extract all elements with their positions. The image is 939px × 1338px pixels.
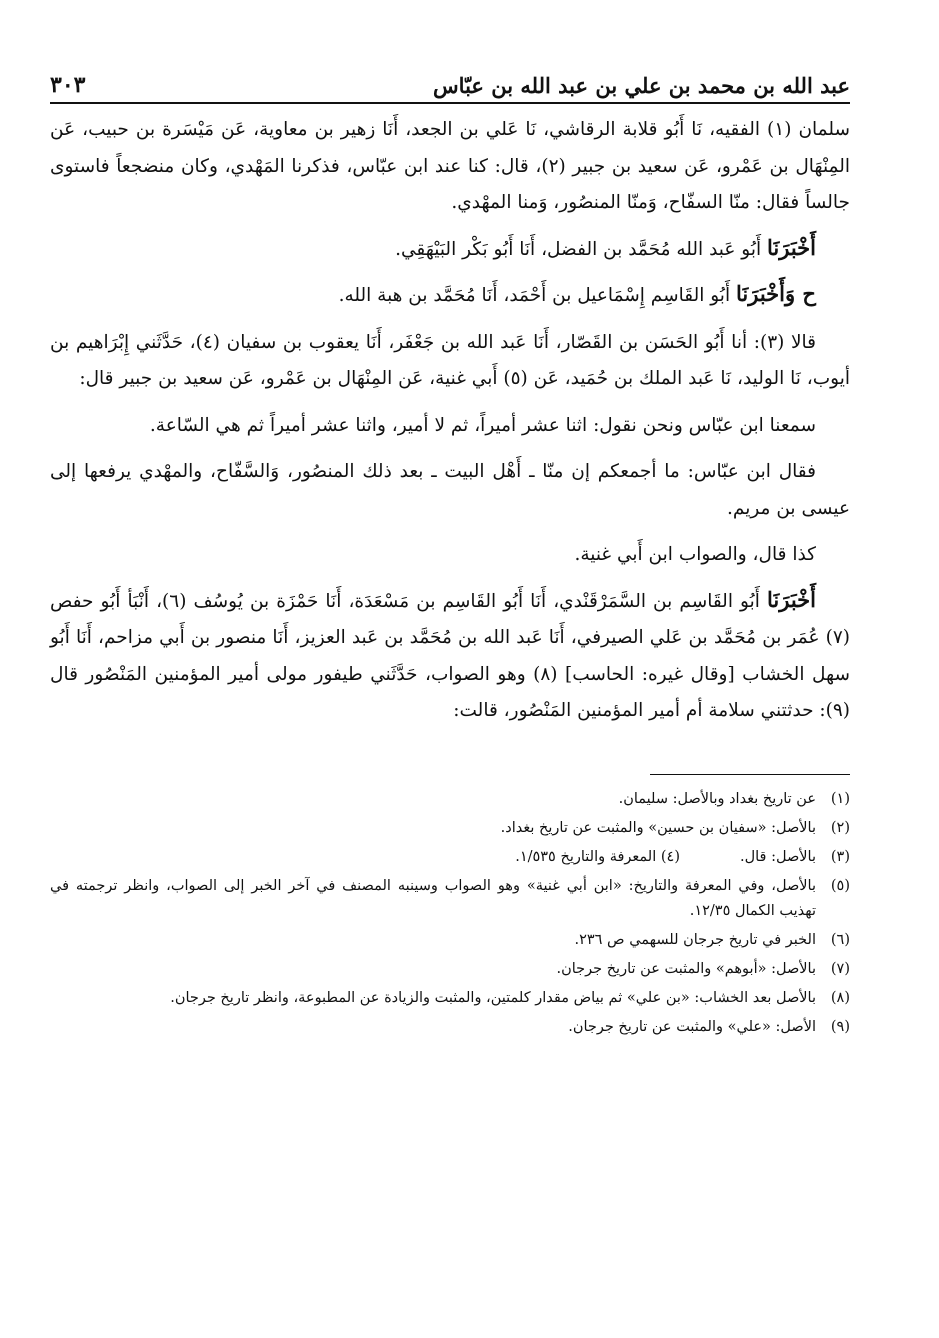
footnote-text-part: بالأصل: قال. <box>739 848 816 865</box>
page-number: ٣٠٣ <box>50 72 86 98</box>
footnote <box>50 816 850 841</box>
main-text <box>50 110 850 730</box>
paragraph <box>50 406 850 445</box>
footnotes <box>50 787 850 1040</box>
paragraph <box>50 323 850 398</box>
footnote <box>50 845 850 870</box>
footnote-text: بالأصل، وفي المعرفة والتاريخ: «ابن أبي غنية» وهو الصواب وسينبه المصنف في آخر الخبر إلى الصواب، وانظر ترجمته في تهذيب الكمال ١٢/٣٥. <box>50 877 816 919</box>
footnote <box>50 957 850 982</box>
footnote-text: عن تاريخ بغداد وبالأصل: سليمان. <box>618 790 816 807</box>
lead-word: أَخْبَرَنَا <box>767 586 816 612</box>
paragraph <box>50 230 850 269</box>
footnote-text: بالأصل: «أبوهم» والمثبت عن تاريخ جرجان. <box>556 960 816 977</box>
footnote-text <box>50 845 816 870</box>
page-header <box>50 58 850 104</box>
footnote-number: (٣) <box>830 848 850 865</box>
paragraph <box>50 110 850 222</box>
footnote-text-extra: (٤) المعرفة والتاريخ ١/٥٣٥. <box>515 848 680 865</box>
lead-word: ح وَأَخْبَرَنَا <box>736 281 816 306</box>
footnote-text: الخبر في تاريخ جرجان للسهمي ص ٢٣٦. <box>574 931 816 948</box>
paragraph-text: قالا (٣): أنا أَبُو الحَسَن بن القَصّار، أَنَا عَبد الله بن جَعْفَر، أَنَا يعقوب بن سفيان (٤)، حَدَّثَني إِبْرَاهيم بن أيوب، نَا الوليد، نَا عَبد الملك بن حُمَيد، عَن (٥) أَبي غنية، عَن المِنْهَال بن عَمْرو، عَن سعيد بن جبير قال: <box>50 331 850 389</box>
footnote <box>50 1015 850 1040</box>
paragraph <box>50 535 850 574</box>
footnote-number: (١) <box>830 790 850 807</box>
footnote-number: (٥) <box>830 877 850 894</box>
paragraph <box>50 276 850 315</box>
footnote <box>50 928 850 953</box>
footnote-number: (٧) <box>830 960 850 977</box>
paragraph-text: سلمان (١) الفقيه، نَا أَبُو قلابة الرقاشي، نَا عَلي بن الجعد، أَنَا زهير بن معاوية، عَن مَيْسَرة بن حبيب، عَن المِنْهَال بن عَمْرو، عَن سعيد بن جبير (٢)، قال: كنا عند ابن عبّاس، فذكرنا المَهْدي، وكان منضجعاً فاستوى جالساً فقال: منّا السفّاح، وَمنّا المنصُور، وَمنا المهْدي. <box>50 119 850 213</box>
paragraph <box>50 582 850 730</box>
footnote <box>50 986 850 1011</box>
paragraph-text: سمعنا ابن عبّاس ونحن نقول: اثنا عشر أميراً، ثم لا أمير، واثنا عشر أميراً ثم هي السّاعة. <box>149 414 816 436</box>
footnote <box>50 874 850 924</box>
footnote-number: (٢) <box>830 819 850 836</box>
footnote-text: بالأصل: «سفيان بن حسين» والمثبت عن تاريخ بغداد. <box>500 819 816 836</box>
book-page <box>50 58 850 1044</box>
footnote-text: الأصل: «علي» والمثبت عن تاريخ جرجان. <box>568 1018 816 1035</box>
paragraph <box>50 452 850 527</box>
running-title: عبد الله بن محمد بن علي بن عبد الله بن عبّاس <box>433 73 850 98</box>
paragraph-text: أَبُو عَبد الله مُحَمَّد بن الفضل، أَنَا أَبُو بَكْر البَيْهَقِي. <box>395 238 762 260</box>
paragraph-text: كذا قال، والصواب ابن أَبي غنية. <box>574 544 816 565</box>
paragraph-text: فقال ابن عبّاس: ما أجمعكم إن منّا ـ أَهْل البيت ـ بعد ذلك المنصُور، وَالسَّفّاح، والمهْدي يرفعها إلى عيسى بن مريم. <box>50 461 850 519</box>
footnote-number: (٦) <box>830 931 850 948</box>
footnote-divider <box>650 774 850 775</box>
paragraph-text: أَبُو القَاسِم إِسْمَاعيل بن أَحْمَد، أَنَا مُحَمَّد بن هبة الله. <box>338 285 731 306</box>
footnote-text: بالأصل بعد الخشاب: «بن علي» ثم بياض مقدار كلمتين، والمثبت والزيادة عن المطبوعة، وانظر تاريخ جرجان. <box>170 989 816 1006</box>
footnote-number: (٩) <box>830 1018 850 1035</box>
footnote-number: (٨) <box>830 989 850 1006</box>
footnote <box>50 787 850 812</box>
lead-word: أَخْبَرَنَا <box>767 234 816 260</box>
paragraph-text: أَبُو القَاسِم بن السَّمَرْقَنْدي، أَنَا أَبُو القَاسِم بن مَسْعَدَة، أَنَا حَمْزَة بن يُوسُف (٦)، أَنْبَأ أَبُو حفص (٧) عُمَر بن مُحَمَّد بن عَلي الصيرفي، أَنَا عَبد الله بن مُحَمَّد بن عَبد العزيز، أَنَا منصور بن أَبي مزاحم، أَنَا أَبُو سهل الخشاب [وقال غيره: الحاسب] (٨) وهو الصواب، حَدَّثَني طيفور مولى أمير المؤمنين المَنْصُور قال (٩): حدثتني سلامة أم أمير المؤمنين المَنْصُور، قالت: <box>50 590 850 721</box>
